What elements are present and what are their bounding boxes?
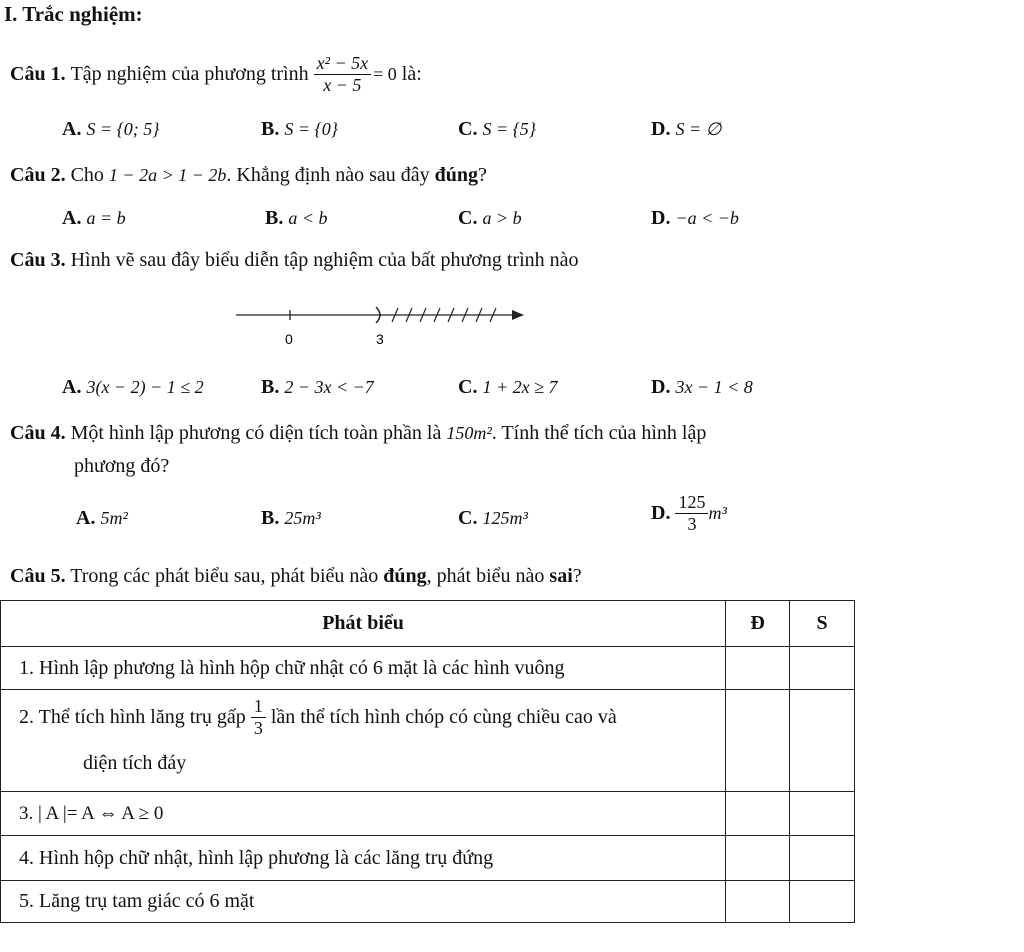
answer-false-cell[interactable] (790, 836, 855, 881)
option-letter: B. (265, 207, 284, 229)
number-line (230, 300, 530, 350)
option-letter: B. (261, 507, 280, 529)
q3-option-b[interactable] (261, 376, 374, 399)
q2-option-a[interactable] (62, 207, 126, 230)
option-value: a > b (482, 208, 522, 228)
option-fraction-numerator: 125 (675, 492, 708, 514)
tick-label-3: 3 (376, 331, 384, 347)
question-5-bold-1: đúng (383, 565, 427, 587)
question-4-line-2: phương đó? (74, 455, 170, 477)
option-value: −a < −b (675, 208, 739, 228)
table-row (1, 792, 855, 836)
question-1 (10, 46, 422, 102)
table-row (1, 836, 855, 881)
answer-true-cell[interactable] (726, 881, 790, 923)
question-4-math: 150m² (446, 423, 492, 443)
q4-option-a[interactable] (76, 507, 128, 530)
statement-4: 4. Hình hộp chữ nhật, hình lập phương là các lăng trụ đứng (1, 836, 726, 881)
question-2-text-b: . Khẳng định nào sau đây (226, 164, 430, 186)
option-letter: A. (62, 207, 82, 229)
q1-option-d[interactable] (651, 118, 721, 141)
option-letter: C. (458, 507, 478, 529)
option-letter: C. (458, 118, 478, 140)
option-value: 3(x − 2) − 1 ≤ 2 (86, 377, 204, 397)
option-unit: m³ (708, 502, 727, 523)
table-header-row (1, 601, 855, 647)
statement-table (0, 600, 855, 923)
option-value: 5m² (100, 508, 128, 528)
question-5 (10, 565, 582, 588)
statement-5: 5. Lăng trụ tam giác có 6 mặt (1, 881, 726, 923)
option-letter: D. (651, 501, 671, 524)
header-statement: Phát biểu (1, 601, 726, 647)
answer-false-cell[interactable] (790, 792, 855, 836)
option-letter: C. (458, 207, 478, 229)
question-3 (10, 249, 579, 272)
option-value: S = {0} (284, 119, 338, 139)
question-5-tail: ? (572, 565, 582, 587)
question-1-equals: = 0 (373, 63, 397, 84)
statement-2-fraction-denominator: 3 (253, 717, 263, 738)
answer-false-cell[interactable] (790, 690, 855, 792)
question-2-label: Câu 2. (10, 164, 66, 186)
statement-2 (1, 690, 726, 792)
q3-option-a[interactable] (62, 376, 204, 399)
table-row (1, 690, 855, 792)
answer-true-cell[interactable] (726, 792, 790, 836)
q1-option-c[interactable] (458, 118, 536, 141)
option-letter: A. (62, 376, 82, 398)
option-value: 2 − 3x < −7 (284, 377, 374, 397)
tick-label-0: 0 (285, 331, 293, 347)
answer-true-cell[interactable] (726, 690, 790, 792)
table-row (1, 647, 855, 690)
option-value: S = {0; 5} (86, 119, 160, 139)
question-5-label: Câu 5. (10, 565, 66, 587)
section-title: I. Trắc nghiệm: (4, 2, 143, 26)
answer-true-cell[interactable] (726, 647, 790, 690)
statement-3 (1, 792, 726, 836)
option-letter: A. (76, 507, 96, 529)
statement-2-text: 2. Thể tích hình lăng trụ gấp (19, 705, 246, 728)
header-true: Đ (726, 601, 790, 647)
answer-true-cell[interactable] (726, 836, 790, 881)
answer-false-cell[interactable] (790, 881, 855, 923)
option-value: a = b (86, 208, 126, 228)
question-4-text-b: . Tính thể tích của hình lập (491, 422, 707, 444)
statement-2-tail: lần thể tích hình chóp có cùng chiều cao và (270, 705, 617, 728)
option-letter: B. (261, 118, 280, 140)
option-fraction (675, 492, 708, 534)
question-1-fraction-denominator: x − 5 (323, 74, 362, 95)
option-letter: D. (651, 207, 671, 229)
answer-false-cell[interactable] (790, 647, 855, 690)
option-fraction-denominator: 3 (687, 513, 697, 534)
question-3-label: Câu 3. (10, 249, 66, 271)
question-5-text-a: Trong các phát biểu sau, phát biểu nào (70, 565, 379, 587)
number-line-arrow (512, 310, 524, 320)
option-letter: C. (458, 376, 478, 398)
q1-option-a[interactable] (62, 118, 160, 141)
option-value: a < b (288, 208, 328, 228)
q4-option-c[interactable] (458, 507, 528, 530)
option-value: S = {5} (482, 119, 536, 139)
question-2 (10, 164, 487, 187)
option-value: 125m³ (482, 508, 528, 528)
question-5-bold-2: sai (549, 565, 573, 587)
option-value: 3x − 1 < 8 (675, 377, 753, 397)
question-1-fraction (314, 53, 372, 95)
question-2-text-a: Cho (70, 164, 104, 186)
question-5-text-b: , phát biểu nào (426, 565, 545, 587)
q2-option-b[interactable] (265, 207, 328, 230)
option-value: 25m³ (284, 508, 321, 528)
option-letter: A. (62, 118, 82, 140)
q2-option-d[interactable] (651, 207, 739, 230)
statement-1: 1. Hình lập phương là hình hộp chữ nhật có 6 mặt là các hình vuông (1, 647, 726, 690)
statement-2-fraction-numerator: 1 (251, 696, 266, 718)
question-3-text: Hình vẽ sau đây biểu diễn tập nghiệm của bất phương trình nào (70, 249, 579, 271)
question-1-tail: là: (401, 62, 422, 85)
question-1-fraction-numerator: x² − 5x (314, 53, 372, 75)
q3-option-d[interactable] (651, 376, 753, 399)
option-value: 1 + 2x ≥ 7 (482, 377, 558, 397)
option-value: S = ∅ (675, 119, 722, 139)
question-2-tail: ? (478, 164, 487, 186)
q4-option-d[interactable] (651, 492, 727, 534)
question-1-text: Tập nghiệm của phương trình (70, 62, 309, 85)
header-false: S (790, 601, 855, 647)
option-letter: D. (651, 118, 671, 140)
statement-3-text: 3. | A |= A ⇔ A ≥ 0 (19, 803, 164, 824)
question-4 (10, 422, 706, 445)
table-row (1, 881, 855, 923)
question-4-label: Câu 4. (10, 422, 66, 444)
question-2-bold: đúng (434, 164, 479, 186)
option-letter: D. (651, 376, 671, 398)
question-1-label: Câu 1. (10, 62, 66, 85)
option-letter: B. (261, 376, 280, 398)
q1-option-b[interactable] (261, 118, 338, 141)
question-2-math: 1 − 2a > 1 − 2b (108, 165, 227, 185)
q2-option-c[interactable] (458, 207, 522, 230)
statement-2-line-2: diện tích đáy (83, 752, 187, 775)
q3-option-c[interactable] (458, 376, 557, 399)
statement-2-fraction (251, 696, 266, 738)
question-4-text-a: Một hình lập phương có diện tích toàn phần là (70, 422, 442, 444)
q4-option-b[interactable] (261, 507, 321, 530)
